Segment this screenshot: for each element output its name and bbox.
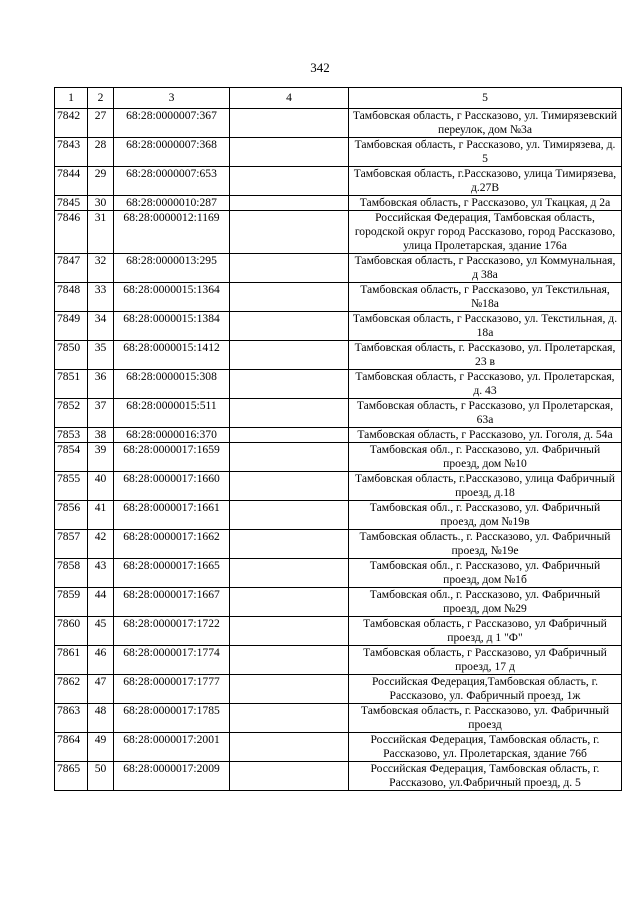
table-row [55, 109, 622, 138]
index-cell: 42 [88, 530, 114, 559]
address-cell: Российская Федерация, Тамбовская область, городской округ город Рассказово, город Рассказово, улица Пролетарская, здание 176а [349, 211, 622, 254]
address-cell: Российская Федерация, Тамбовская область, г. Рассказово, ул. Пролетарская, здание 76б [349, 733, 622, 762]
record-number-cell: 7863 [55, 704, 88, 733]
empty-cell [230, 733, 349, 762]
address-cell: Тамбовская область, г Рассказово, ул Коммунальная, д 38а [349, 254, 622, 283]
table-row [55, 443, 622, 472]
record-number-cell: 7858 [55, 559, 88, 588]
address-cell: Тамбовская обл., г. Рассказово, ул. Фабричный проезд, дом №10 [349, 443, 622, 472]
address-cell: Тамбовская область, г Рассказово, ул. Текстильная, д. 18а [349, 312, 622, 341]
cadastral-number-cell: 68:28:0000007:367 [114, 109, 230, 138]
empty-cell [230, 530, 349, 559]
address-cell: Тамбовская область, г.Рассказово, улица Фабричный проезд, д.18 [349, 472, 622, 501]
header-col-5: 5 [349, 88, 622, 109]
header-col-2: 2 [88, 88, 114, 109]
cadastral-number-cell: 68:28:0000017:1722 [114, 617, 230, 646]
cadastral-number-cell: 68:28:0000017:1785 [114, 704, 230, 733]
address-cell: Тамбовская область, г. Рассказово, ул. Пролетарская, 23 в [349, 341, 622, 370]
table-row [55, 617, 622, 646]
table-row [55, 196, 622, 211]
record-number-cell: 7849 [55, 312, 88, 341]
index-cell: 40 [88, 472, 114, 501]
table-row [55, 559, 622, 588]
table-row [55, 501, 622, 530]
table-body [55, 109, 622, 791]
record-number-cell: 7861 [55, 646, 88, 675]
table-header [55, 88, 622, 109]
table-row [55, 211, 622, 254]
page-number: 342 [310, 60, 330, 75]
address-cell: Тамбовская область, г Рассказово, ул Текстильная, №18а [349, 283, 622, 312]
empty-cell [230, 399, 349, 428]
record-number-cell: 7850 [55, 341, 88, 370]
cadastral-number-cell: 68:28:0000007:368 [114, 138, 230, 167]
empty-cell [230, 704, 349, 733]
cadastral-number-cell: 68:28:0000015:308 [114, 370, 230, 399]
index-cell: 50 [88, 762, 114, 791]
cadastral-number-cell: 68:28:0000017:1667 [114, 588, 230, 617]
empty-cell [230, 109, 349, 138]
index-cell: 29 [88, 167, 114, 196]
record-number-cell: 7865 [55, 762, 88, 791]
empty-cell [230, 341, 349, 370]
index-cell: 35 [88, 341, 114, 370]
header-col-3: 3 [114, 88, 230, 109]
table-row [55, 399, 622, 428]
record-number-cell: 7845 [55, 196, 88, 211]
address-cell: Тамбовская область, г. Рассказово, ул. Фабричный проезд [349, 704, 622, 733]
index-cell: 31 [88, 211, 114, 254]
table-row [55, 341, 622, 370]
table-row [55, 254, 622, 283]
empty-cell [230, 588, 349, 617]
address-cell: Тамбовская обл., г. Рассказово, ул. Фабричный проезд, дом №29 [349, 588, 622, 617]
cadastral-number-cell: 68:28:0000017:1662 [114, 530, 230, 559]
index-cell: 44 [88, 588, 114, 617]
index-cell: 27 [88, 109, 114, 138]
table-row [55, 675, 622, 704]
empty-cell [230, 138, 349, 167]
table-row [55, 733, 622, 762]
empty-cell [230, 501, 349, 530]
cadastral-number-cell: 68:28:0000016:370 [114, 428, 230, 443]
index-cell: 47 [88, 675, 114, 704]
address-cell: Тамбовская область, г Рассказово, ул Ткацкая, д 2а [349, 196, 622, 211]
record-number-cell: 7847 [55, 254, 88, 283]
record-number-cell: 7859 [55, 588, 88, 617]
cadastral-number-cell: 68:28:0000017:2009 [114, 762, 230, 791]
address-cell: Тамбовская область, г Рассказово, ул Фабричный проезд, д 1 "Ф" [349, 617, 622, 646]
address-cell: Тамбовская обл., г. Рассказово, ул. Фабричный проезд, дом №1б [349, 559, 622, 588]
address-cell: Тамбовская область, г Рассказово, ул. Гоголя, д. 54а [349, 428, 622, 443]
record-number-cell: 7857 [55, 530, 88, 559]
cadastral-number-cell: 68:28:0000017:1659 [114, 443, 230, 472]
header-col-1: 1 [55, 88, 88, 109]
empty-cell [230, 254, 349, 283]
cadastral-number-cell: 68:28:0000012:1169 [114, 211, 230, 254]
record-number-cell: 7854 [55, 443, 88, 472]
index-cell: 41 [88, 501, 114, 530]
empty-cell [230, 762, 349, 791]
table-row [55, 138, 622, 167]
table-row [55, 167, 622, 196]
address-cell: Российская Федерация,Тамбовская область, г. Рассказово, ул. Фабричный проезд, 1ж [349, 675, 622, 704]
cadastral-number-cell: 68:28:0000017:1665 [114, 559, 230, 588]
record-number-cell: 7853 [55, 428, 88, 443]
address-cell: Тамбовская область, г.Рассказово, улица Тимирязева, д.27В [349, 167, 622, 196]
index-cell: 49 [88, 733, 114, 762]
record-number-cell: 7855 [55, 472, 88, 501]
index-cell: 43 [88, 559, 114, 588]
index-cell: 45 [88, 617, 114, 646]
cadastral-number-cell: 68:28:0000015:511 [114, 399, 230, 428]
cadastral-number-cell: 68:28:0000010:287 [114, 196, 230, 211]
table-row [55, 646, 622, 675]
header-col-4: 4 [230, 88, 349, 109]
empty-cell [230, 196, 349, 211]
address-cell: Тамбовская обл., г. Рассказово, ул. Фабричный проезд, дом №19в [349, 501, 622, 530]
index-cell: 37 [88, 399, 114, 428]
index-cell: 30 [88, 196, 114, 211]
cadastral-number-cell: 68:28:0000017:1774 [114, 646, 230, 675]
address-cell: Тамбовская область, г Рассказово, ул Фабричный проезд, 17 д [349, 646, 622, 675]
cadastral-number-cell: 68:28:0000015:1384 [114, 312, 230, 341]
table-row [55, 530, 622, 559]
table-row [55, 370, 622, 399]
table-row [55, 762, 622, 791]
address-cell: Тамбовская область, г Рассказово, ул. Тимирязевский переулок, дом №3а [349, 109, 622, 138]
index-cell: 39 [88, 443, 114, 472]
empty-cell [230, 617, 349, 646]
record-number-cell: 7843 [55, 138, 88, 167]
address-cell: Тамбовская область, г Рассказово, ул Пролетарская, 63а [349, 399, 622, 428]
table-row [55, 312, 622, 341]
record-number-cell: 7862 [55, 675, 88, 704]
record-number-cell: 7842 [55, 109, 88, 138]
address-cell: Тамбовская область, г Рассказово, ул. Тимирязева, д. 5 [349, 138, 622, 167]
index-cell: 33 [88, 283, 114, 312]
record-number-cell: 7860 [55, 617, 88, 646]
index-cell: 38 [88, 428, 114, 443]
table-row [55, 472, 622, 501]
index-cell: 34 [88, 312, 114, 341]
empty-cell [230, 428, 349, 443]
index-cell: 28 [88, 138, 114, 167]
address-cell: Российская Федерация, Тамбовская область, г. Рассказово, ул.Фабричный проезд, д. 5 [349, 762, 622, 791]
record-number-cell: 7856 [55, 501, 88, 530]
empty-cell [230, 312, 349, 341]
empty-cell [230, 443, 349, 472]
index-cell: 46 [88, 646, 114, 675]
empty-cell [230, 167, 349, 196]
cadastral-number-cell: 68:28:0000015:1412 [114, 341, 230, 370]
empty-cell [230, 559, 349, 588]
table-row [55, 588, 622, 617]
record-number-cell: 7851 [55, 370, 88, 399]
record-number-cell: 7864 [55, 733, 88, 762]
address-cell: Тамбовская область., г. Рассказово, ул. Фабричный проезд, №19е [349, 530, 622, 559]
record-number-cell: 7848 [55, 283, 88, 312]
empty-cell [230, 370, 349, 399]
record-number-cell: 7844 [55, 167, 88, 196]
cadastral-number-cell: 68:28:0000007:653 [114, 167, 230, 196]
empty-cell [230, 675, 349, 704]
record-number-cell: 7846 [55, 211, 88, 254]
cadastral-number-cell: 68:28:0000015:1364 [114, 283, 230, 312]
table-row [55, 428, 622, 443]
cadastral-number-cell: 68:28:0000017:1660 [114, 472, 230, 501]
empty-cell [230, 646, 349, 675]
empty-cell [230, 472, 349, 501]
cadastral-number-cell: 68:28:0000017:1661 [114, 501, 230, 530]
cadastral-number-cell: 68:28:0000013:295 [114, 254, 230, 283]
registry-table [54, 87, 622, 791]
table-row [55, 704, 622, 733]
index-cell: 32 [88, 254, 114, 283]
empty-cell [230, 211, 349, 254]
cadastral-number-cell: 68:28:0000017:2001 [114, 733, 230, 762]
empty-cell [230, 283, 349, 312]
index-cell: 48 [88, 704, 114, 733]
cadastral-number-cell: 68:28:0000017:1777 [114, 675, 230, 704]
index-cell: 36 [88, 370, 114, 399]
table-row [55, 283, 622, 312]
address-cell: Тамбовская область, г Рассказово, ул. Пролетарская, д. 43 [349, 370, 622, 399]
header-row [55, 88, 622, 109]
record-number-cell: 7852 [55, 399, 88, 428]
